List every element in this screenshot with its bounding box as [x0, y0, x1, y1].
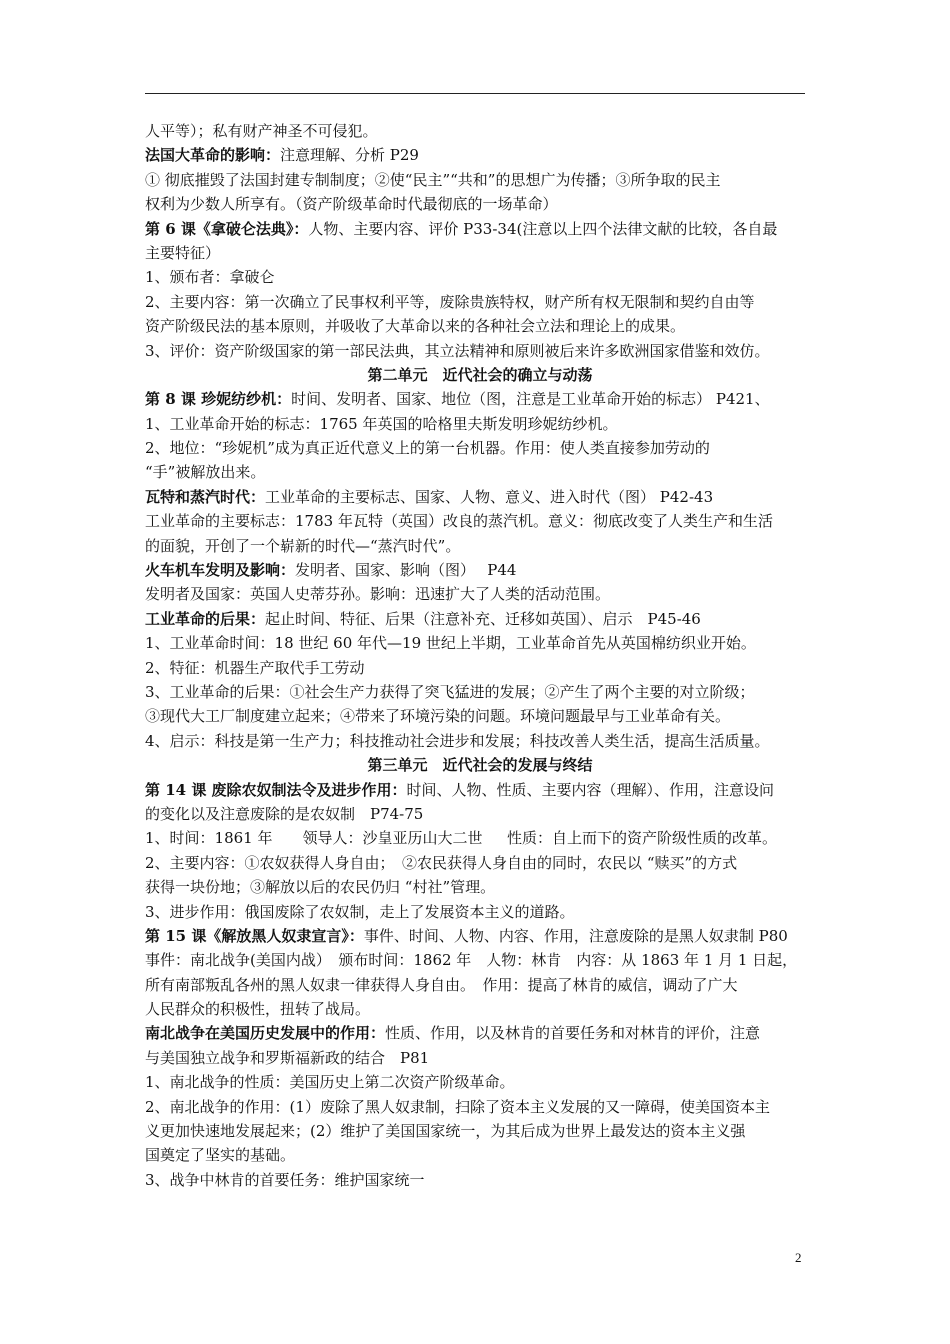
text-line: [145, 900, 815, 924]
line-heading: 南北战争在美国历史发展中的作用：: [145, 1024, 386, 1043]
text-line: [145, 265, 815, 289]
text-line: [145, 729, 815, 753]
line-text: 资产阶级民法的基本原则，并吸收了大革命以来的各种社会立法和理论上的成果。: [145, 317, 686, 336]
line-text: 义更加快速地发展起来；(2）维护了美国国家统一，为其后成为世界上最发达的资本主义强: [145, 1122, 746, 1141]
text-line: [145, 485, 815, 509]
section-heading: 第二单元 近代社会的确立与动荡: [367, 365, 593, 384]
line-heading: 第 15 课《解放黑人奴隶宣言》：: [145, 926, 364, 945]
line-text: 工业革命的主要标志：1783 年瓦特（英国）改良的蒸汽机。意义：彻底改变了人类生产和生活: [145, 512, 773, 531]
line-text: 3、工业革命的后果：①社会生产力获得了突飞猛进的发展；②产生了两个主要的对立阶级；: [145, 682, 755, 701]
text-line: [145, 192, 815, 216]
line-heading: 第 14 课 废除农奴制法令及进步作用：: [145, 780, 407, 799]
text-line: [145, 290, 815, 314]
line-text: 事件、时间、人物、内容、作用，注意废除的是黑人奴隶制 P80: [363, 926, 788, 945]
line-text: 人民群众的积极性，扭转了战局。: [145, 1000, 371, 1019]
line-text: ① 彻底摧毁了法国封建专制制度；②使“民主”“共和”的思想广为传播；③所争取的民主: [145, 170, 721, 189]
line-text: 时间、人物、性质、主要内容（理解）、作用，注意设问: [406, 780, 775, 799]
line-text: 国奠定了坚实的基础。: [145, 1146, 296, 1165]
text-line: [145, 607, 815, 631]
text-line: [145, 582, 815, 606]
text-line: [145, 1046, 815, 1070]
text-line: [145, 509, 815, 533]
line-heading: 工业革命的后果：: [145, 609, 266, 628]
text-line: [145, 826, 815, 850]
text-line: [145, 436, 815, 460]
line-text: 1、工业革命开始的标志：1765 年英国的哈格里夫斯发明珍妮纺纱机。: [145, 414, 618, 433]
text-line: [145, 143, 815, 167]
section-heading: 第三单元 近代社会的发展与终结: [367, 756, 593, 775]
text-line: [145, 387, 815, 411]
text-line: [145, 314, 815, 338]
line-text: 性质、作用，以及林肯的首要任务和对林肯的评价，注意: [385, 1024, 761, 1043]
text-line: [145, 1119, 815, 1143]
line-text: 权利为少数人所享有。（资产阶级革命时代最彻底的一场革命）: [145, 195, 558, 214]
line-text: 人平等）；私有财产神圣不可侵犯。: [145, 122, 378, 140]
line-text: “手”被解放出来。: [145, 463, 266, 482]
line-text: 获得一块份地；③解放以后的农民仍归 “村社”管理。: [145, 878, 496, 897]
page-number: 2: [795, 1250, 802, 1265]
text-line: [145, 339, 815, 363]
document-body: [145, 119, 815, 1192]
text-line: [145, 412, 815, 436]
line-text: 所有南部叛乱各州的黑人奴隶一律获得人身自由。 作用：提高了林肯的威信，调动了广大: [145, 975, 738, 994]
line-text: 发明者、国家、影响（图） P44: [295, 561, 517, 580]
line-text: 主要特征）: [145, 243, 221, 262]
text-line: [145, 1095, 815, 1119]
line-heading: 法国大革命的影响：: [145, 146, 281, 165]
line-text: 1、颁布者：拿破仑: [145, 268, 275, 287]
line-text: 2、特征：机器生产取代手工劳动: [145, 658, 365, 677]
text-line: [145, 631, 815, 655]
text-line: [145, 1143, 815, 1167]
text-line: [145, 1070, 815, 1094]
line-text: 起止时间、特征、后果（注意补充、迁移如英国）、启示 P45-46: [265, 609, 701, 628]
text-line: [145, 851, 815, 875]
line-heading: 第 8 课 珍妮纺纱机：: [145, 390, 292, 409]
line-text: ③现代大工厂制度建立起来；④带来了环境污染的问题。环境问题最早与工业革命有关。: [145, 707, 731, 726]
line-text: 1、南北战争的性质：美国历史上第二次资产阶级革命。: [145, 1073, 515, 1092]
line-text: 事件：南北战争(美国内战） 颁布时间：1862 年 人物：林肯 内容：从 1863 年 1 月 1 日起，: [145, 951, 798, 970]
text-line: [145, 217, 815, 241]
text-line: [145, 241, 815, 265]
line-text: 时间、发明者、国家、地位（图，注意是工业革命开始的标志） P421、: [291, 390, 770, 409]
text-line: [145, 948, 815, 972]
line-heading: 瓦特和蒸汽时代：: [145, 487, 266, 506]
line-text: 的面貌，开创了一个崭新的时代—“蒸汽时代”。: [145, 536, 461, 555]
line-heading: 火车机车发明及影响：: [145, 561, 296, 580]
text-line: [145, 973, 815, 997]
text-line: [145, 534, 815, 558]
line-text: 1、工业革命时间：18 世纪 60 年代—19 世纪上半期，工业革命首先从英国棉纺织业开始。: [145, 634, 756, 653]
header-rule: [145, 93, 805, 94]
line-text: 3、战争中林肯的首要任务：维护国家统一: [145, 1170, 425, 1189]
line-text: 人物、主要内容、评价 P33-34(注意以上四个法律文献的比较，各自最: [308, 219, 778, 238]
line-heading: 第 6 课《拿破仑法典》：: [145, 219, 309, 238]
text-line: [145, 924, 815, 948]
text-line: [145, 558, 815, 582]
line-text: 2、主要内容：①农奴获得人身自由； ②农民获得人身自由的同时，农民以 “赎买”的方式: [145, 853, 738, 872]
line-text: 3、评价：资产阶级国家的第一部民法典，其立法精神和原则被后来许多欧洲国家借鉴和效仿。: [145, 341, 770, 360]
text-line: [145, 778, 815, 802]
line-text: 3、进步作用：俄国废除了农奴制，走上了发展资本主义的道路。: [145, 902, 575, 921]
line-text: 注意理解、分析 P29: [280, 146, 419, 165]
text-line: [145, 656, 815, 680]
line-text: 工业革命的主要标志、国家、人物、意义、进入时代（图） P42-43: [265, 487, 714, 506]
line-text: 4、启示：科技是第一生产力；科技推动社会进步和发展；科技改善人类生活，提高生活质量。: [145, 731, 770, 750]
line-text: 发明者及国家：英国人史蒂芬孙。影响：迅速扩大了人类的活动范围。: [145, 585, 611, 604]
line-text: 与美国独立战争和罗斯福新政的结合 P81: [145, 1048, 430, 1067]
text-line: [145, 460, 815, 484]
line-text: 的变化以及注意废除的是农奴制 P74-75: [145, 804, 424, 823]
text-line: [145, 680, 815, 704]
text-line: [145, 704, 815, 728]
text-line: [145, 1021, 815, 1045]
line-text: 2、南北战争的作用：(1）废除了黑人奴隶制，扫除了资本主义发展的又一障碍，使美国资本主: [145, 1097, 770, 1116]
line-text: 2、地位：“珍妮机”成为真正近代意义上的第一台机器。作用：使人类直接参加劳动的: [145, 439, 710, 458]
line-text: 2、主要内容：第一次确立了民事权利平等，废除贵族特权，财产所有权无限制和契约自由等: [145, 292, 755, 311]
text-line: [145, 997, 815, 1021]
text-line: [145, 875, 815, 899]
text-line: [145, 1168, 815, 1192]
text-line: [145, 119, 815, 143]
text-line: [145, 168, 815, 192]
text-line: [145, 802, 815, 826]
line-text: 1、时间：1861 年 领导人：沙皇亚历山大二世 性质：自上而下的资产阶级性质的改革。: [145, 829, 778, 848]
